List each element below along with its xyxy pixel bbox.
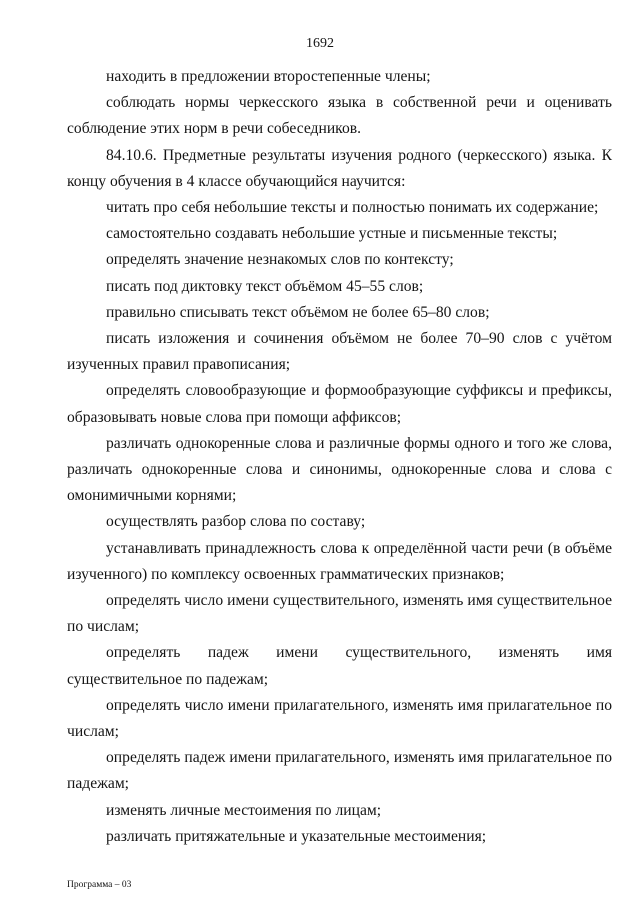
paragraph: определять число имени существительного, изменять имя существительное по числам; [67, 592, 612, 636]
body-text [67, 64, 612, 850]
paragraph: определять падеж имени существительного, изменять имя существительное по падежам; [67, 644, 612, 688]
page-number: 1692 [306, 36, 334, 51]
paragraph: определять словообразующие и формообразующие суффиксы и префиксы, образовывать новые слова при помощи аффиксов; [67, 382, 612, 426]
paragraph: осуществлять разбор слова по составу; [106, 513, 366, 531]
footer-program-label: Программа – 03 [67, 880, 132, 890]
paragraph: определять значение незнакомых слов по контексту; [106, 251, 454, 269]
section-heading-paragraph: 84.10.6. Предметные результаты изучения родного (черкесского) языка. К концу обучения в 4 классе обучающийся научится: [67, 146, 612, 190]
paragraph: определять число имени прилагательного, изменять имя прилагательное по числам; [67, 696, 612, 741]
paragraph: читать про себя небольшие тексты и полностью понимать их содержание; [106, 199, 599, 217]
paragraph: писать изложения и сочинения объёмом не более 70–90 слов с учётом изученных правил правописания; [67, 330, 612, 374]
paragraph: изменять личные местоимения по лицам; [106, 801, 382, 819]
paragraph: различать притяжательные и указательные местоимения; [106, 827, 487, 845]
paragraph: устанавливать принадлежность слова к определённой части речи (в объёме изученного) по комплексу освоенных грамматических признаков; [67, 539, 612, 583]
paragraph: самостоятельно создавать небольшие устные и письменные тексты; [106, 225, 558, 243]
paragraph: соблюдать нормы черкесского языка в собственной речи и оценивать соблюдение этих норм в речи собеседников. [67, 94, 612, 138]
paragraph: находить в предложении второстепенные члены; [106, 68, 431, 85]
paragraph: различать однокоренные слова и различные формы одного и того же слова, различать однокоренные слова и синонимы, однокоренные слова и слова с омонимичными корнями; [67, 434, 612, 505]
paragraph: правильно списывать текст объёмом не более 65–80 слов; [106, 303, 490, 321]
paragraph: писать под диктовку текст объёмом 45–55 слов; [106, 277, 424, 295]
paragraph: определять падеж имени прилагательного, изменять имя прилагательное по падежам; [67, 749, 612, 793]
